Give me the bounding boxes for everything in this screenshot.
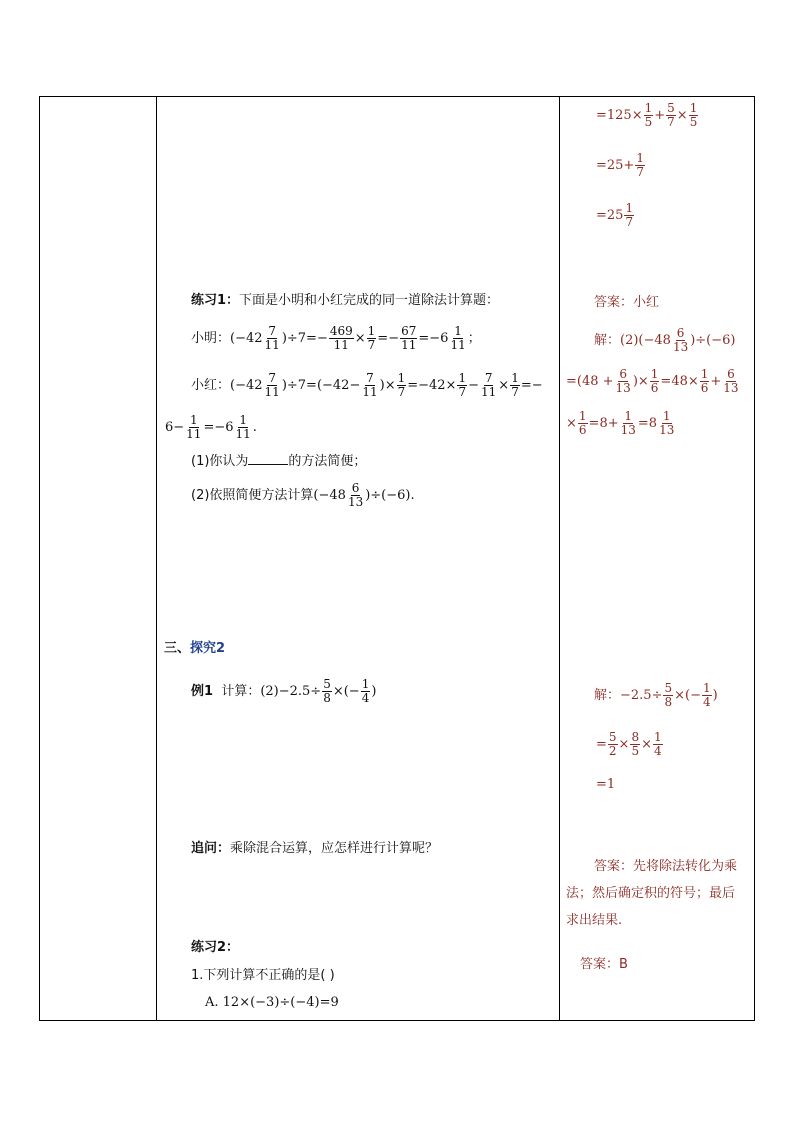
followup [191, 842, 438, 855]
example1: 例1 计算：(2)−2.5÷ $\frac{5}{8}$ ×(− $\frac{1}{4}$ ) [191, 677, 377, 706]
p1-solution-line2: =(48 + $\frac{6}{13}$ )× $\frac{1}{6}$ =48× $\frac{1}{6}$ + $\frac{6}{13}$ [566, 367, 739, 396]
practice2-option-a: A. 12×(−3)÷(−4)=9 [205, 995, 339, 1010]
example1-label: 例1 [191, 684, 214, 700]
p1-answer: 答案：小红 [594, 295, 660, 310]
column-divider-1 [156, 96, 157, 1021]
practice1-q2: (2)依照简便方法计算(−48 $\frac{6}{13}$ )÷(−6). [191, 481, 415, 510]
xiaohong-solution-line2: 6− $\frac{1}{11}$ =−6 $\frac{1}{11}$ . [165, 413, 257, 442]
practice2-label: 练习2： [191, 940, 240, 955]
calc-line-1: =125× $\frac{1}{5}$ + $\frac{5}{7}$ × $\frac{1}{5}$ [596, 101, 698, 130]
followup-answer: 答案：先将除法转化为乘 法；然后确定积的符号；最后 求出结果. [566, 859, 738, 928]
followup-text: 乘除混合运算，应怎样进行计算呢？ [230, 841, 439, 856]
section3-heading [164, 642, 225, 655]
followup-label: 追问： [191, 841, 231, 856]
p1-solution-line1: 解：(2)(−48 $\frac{6}{13}$ )÷(−6) [594, 326, 736, 355]
practice1-label: 练习1： [191, 293, 240, 308]
p2-answer: 答案：B [580, 957, 628, 972]
ex-solution-line1: 解：−2.5÷ $\frac{5}{8}$ ×(− $\frac{1}{4}$ ) [594, 681, 718, 710]
practice1-text: 下面是小明和小红完成的同一道除法计算题： [239, 293, 500, 308]
practice1-title [191, 294, 499, 307]
calc-line-3: =25 $\frac{1}{7}$ [596, 201, 634, 230]
section3-prefix: 三、 [164, 641, 191, 656]
ex-solution-line3: =1 [596, 777, 616, 792]
xiaoming-solution: 小明：(−42 $\frac{7}{11}$ )÷7=− $\frac{469}{11}$ × $\frac{1}{7}$ =− $\frac{67}{11}$ =−6 $\frac{1}{11}$ ； [191, 324, 481, 353]
p1-solution-line3: × $\frac{1}{6}$ =8+ $\frac{1}{13}$ =8 $\frac{1}{13}$ [566, 409, 675, 438]
practice2-question: 1.下列计算不正确的是( ) [191, 968, 335, 983]
ex-solution-line2: = $\frac{5}{2}$ × $\frac{8}{5}$ × $\frac{1}{4}$ [596, 730, 662, 759]
practice1-q1: (1)你认为 的方法简便； [191, 454, 367, 469]
xiaohong-solution-line1: 小红：(−42 $\frac{7}{11}$ )÷7=(−42− $\frac{7}{11}$ )× $\frac{1}{7}$ =−42× $\frac{1}{7}$ − $\frac{7}{11}$ × $\frac{1}{7}$ =− [191, 371, 543, 400]
section3-title: 探究2 [190, 641, 226, 656]
calc-line-2: =25+ $\frac{1}{7}$ [596, 151, 644, 180]
column-divider-2 [559, 96, 560, 1021]
